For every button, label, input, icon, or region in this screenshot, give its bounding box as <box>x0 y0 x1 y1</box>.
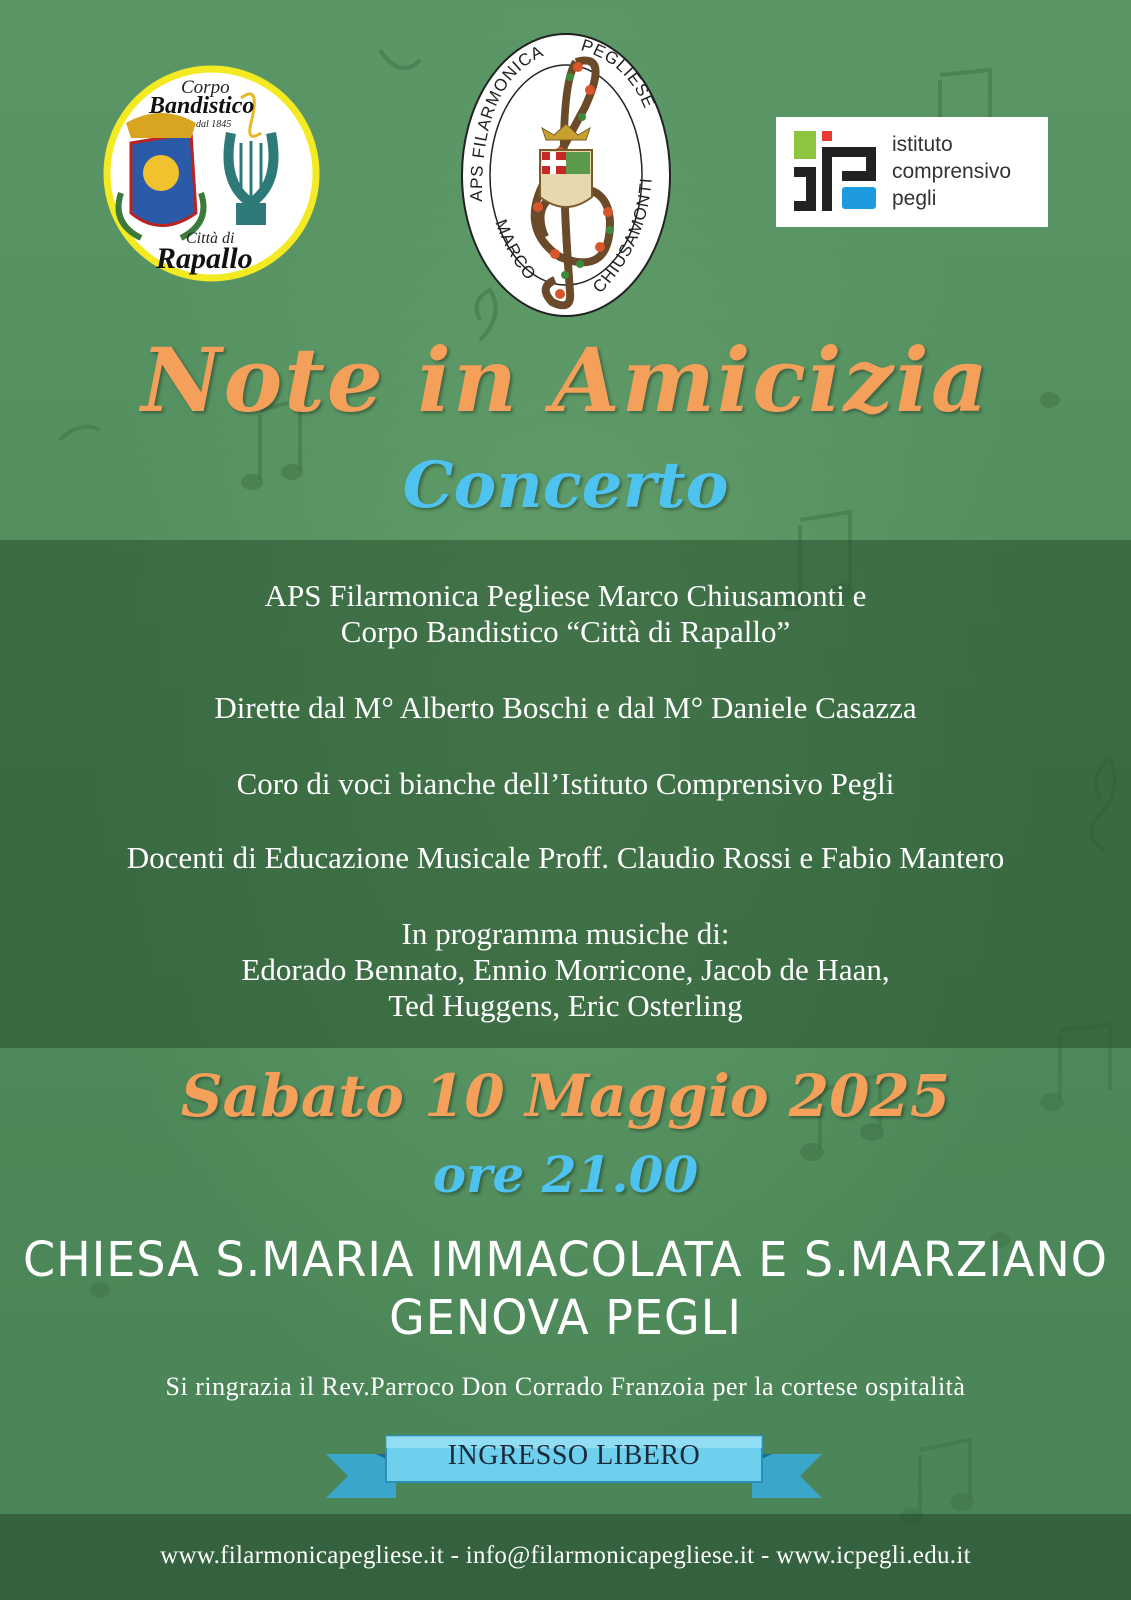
filarmonica-arc-right-text: PEGLIESE <box>578 35 659 112</box>
venue-line-1: CHIESA S.MARIA IMMACOLATA E S.MARZIANO <box>23 1230 1108 1288</box>
filarmonica-pegliese-logo <box>460 32 672 318</box>
rapallo-logo-top-text: Corpo <box>181 77 230 98</box>
ic-pegli-mark-icon <box>792 129 880 217</box>
footer-band <box>0 1514 1131 1600</box>
ic-logo-line2: comprensivo <box>892 160 1012 183</box>
info-band <box>0 540 1131 1048</box>
filarmonica-arc-top-text: APS FILARMONICA <box>466 41 547 202</box>
ic-logo-line1: istituto <box>892 133 953 156</box>
performers-line-2: Corpo Bandistico “Città di Rapallo” <box>340 614 791 649</box>
istituto-comprensivo-pegli-logo <box>776 117 1048 227</box>
conductors-line: Dirette dal M° Alberto Boschi e dal M° Daniele Casazza <box>214 690 917 725</box>
event-date: Sabato 10 Maggio 2025 <box>180 1062 951 1130</box>
rapallo-logo-since-text: dal 1845 <box>196 119 232 130</box>
filarmonica-arc-left-text: MARCO <box>491 216 541 284</box>
rapallo-logo-city-text: Rapallo <box>156 242 253 275</box>
footer-contacts: www.filarmonicapegliese.it - info@filarmonicapegliese.it - www.icpegli.edu.it <box>160 1542 971 1569</box>
filarmonica-arc-bottom-text: CHIUSAMONTI <box>588 176 656 297</box>
program-heading: In programma musiche di: <box>401 916 730 951</box>
venue-line-2: GENOVA PEGLI <box>389 1288 742 1346</box>
teachers-line: Docenti di Educazione Musicale Proff. Claudio Rossi e Fabio Mantero <box>126 840 1005 875</box>
free-entry-label: INGRESSO LIBERO <box>447 1440 701 1471</box>
rapallo-logo-main-text: Bandistico <box>149 93 255 119</box>
poster-title: Note in Amicizia <box>141 328 990 432</box>
choir-line: Coro di voci bianche dell’Istituto Comprensivo Pegli <box>236 766 895 801</box>
poster-subtitle: Concerto <box>402 448 729 523</box>
program-composers-1: Edorado Bennato, Ennio Morricone, Jacob de Haan, <box>241 952 890 987</box>
corpo-bandistico-rapallo-logo <box>101 63 322 284</box>
thanks-note: Si ringrazia il Rev.Parroco Don Corrado Franzoia per la cortese ospitalità <box>165 1372 966 1401</box>
ic-logo-line3: pegli <box>892 187 937 210</box>
program-composers-2: Ted Huggens, Eric Osterling <box>388 988 743 1023</box>
event-time: ore 21.00 <box>432 1145 699 1204</box>
rapallo-logo-city-small-text: Città di <box>186 230 235 247</box>
performers-line-1: APS Filarmonica Pegliese Marco Chiusamonti e <box>264 578 867 613</box>
